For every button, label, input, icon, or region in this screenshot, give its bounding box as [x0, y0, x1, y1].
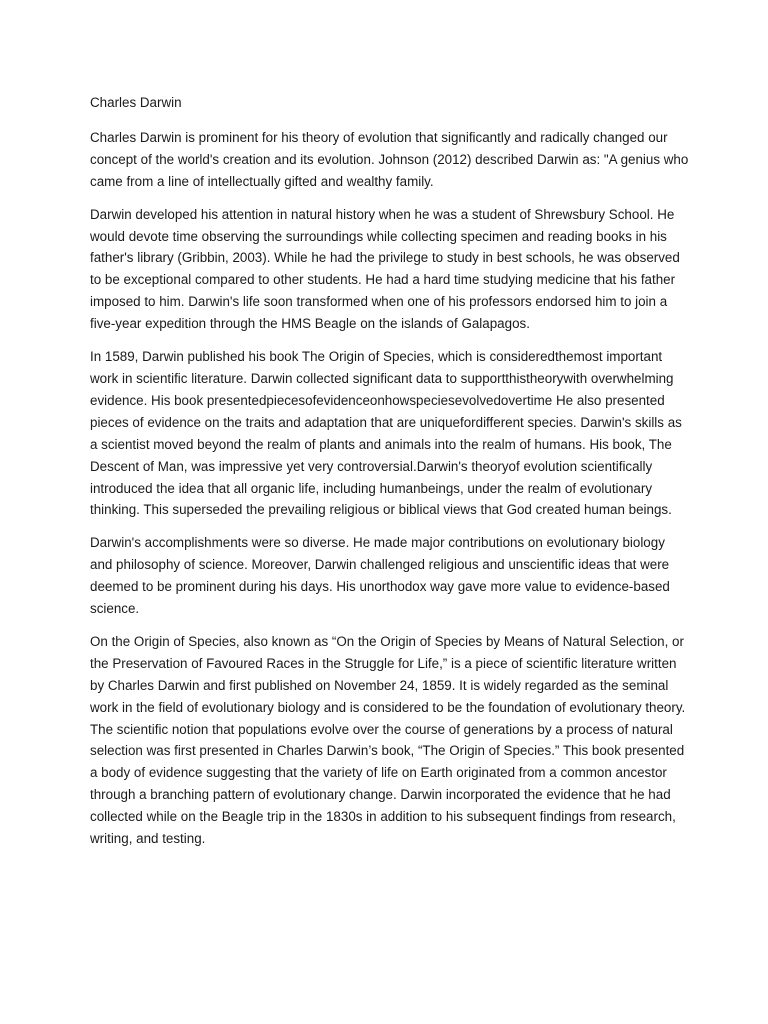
document-body — [90, 92, 690, 861]
paragraph-2: Darwin developed his attention in natural history when he was a student of Shrewsbury School. He would devote time observing the surroundings while collecting specimen and reading books in his father's library (Gribbin, 2003). While he had the privilege to study in best schools, he was observed to be exceptional compared to other students. He had a hard time studying medicine that his father imposed to him. Darwin's life soon transformed when one of his professors endorsed him to join a five-year expedition through the HMS Beagle on the islands of Galapagos. — [90, 206, 680, 332]
document-title: Charles Darwin — [90, 95, 182, 110]
paragraph-5: On the Origin of Species, also known as “On the Origin of Species by Means of Natural Selection, or the Preservation of Favoured Races in the Struggle for Life,” is a piece of scientific literature written by Charles Darwin and first published on November 24, 1859. It is widely regarded as the seminal work in the field of evolutionary biology and is considered to be the foundation of evolutionary theory. The scientific notion that populations evolve over the course of generations by a process of natural selection was first presented in Charles Darwin’s book, “The Origin of Species.” This book presented a body of evidence suggesting that the variety of life on Earth originated from a common ancestor through a branching pattern of evolutionary change. Darwin incorporated the evidence that he had collected while on the Beagle trip in the 1830s in addition to his subsequent findings from research, writing, and testing. — [90, 633, 686, 847]
paragraph-3: In 1589, Darwin published his book The Origin of Species, which is consideredthemost important work in scientific literature. Darwin collected significant data to supportthistheorywith overwhelming evidence. His book presentedpiecesofevidenceonhowspeciesevolvedovertime He also presented pieces of evidence on the traits and adaptation that are uniquefordifferent species. Darwin's skills as a scientist moved beyond the realm of plants and animals into the realm of humans. His book, The Descent of Man, was impressive yet very controversial.Darwin's theoryof evolution scientifically introduced the idea that all organic life, including humanbeings, under the realm of evolutionary thinking. This superseded the prevailing religious or biblical views that God created human beings. — [90, 349, 682, 518]
paragraph-1: Charles Darwin is prominent for his theory of evolution that significantly and radically changed our concept of the world's creation and its evolution. Johnson (2012) described Darwin as: "A genius who came from a line of intellectually gifted and wealthy family. — [90, 129, 689, 189]
paragraph-4: Darwin's accomplishments were so diverse. He made major contributions on evolutionary biology and philosophy of science. Moreover, Darwin challenged religious and unscientific ideas that were deemed to be prominent during his days. His unorthodox way gave more value to evidence-based science. — [90, 535, 670, 617]
